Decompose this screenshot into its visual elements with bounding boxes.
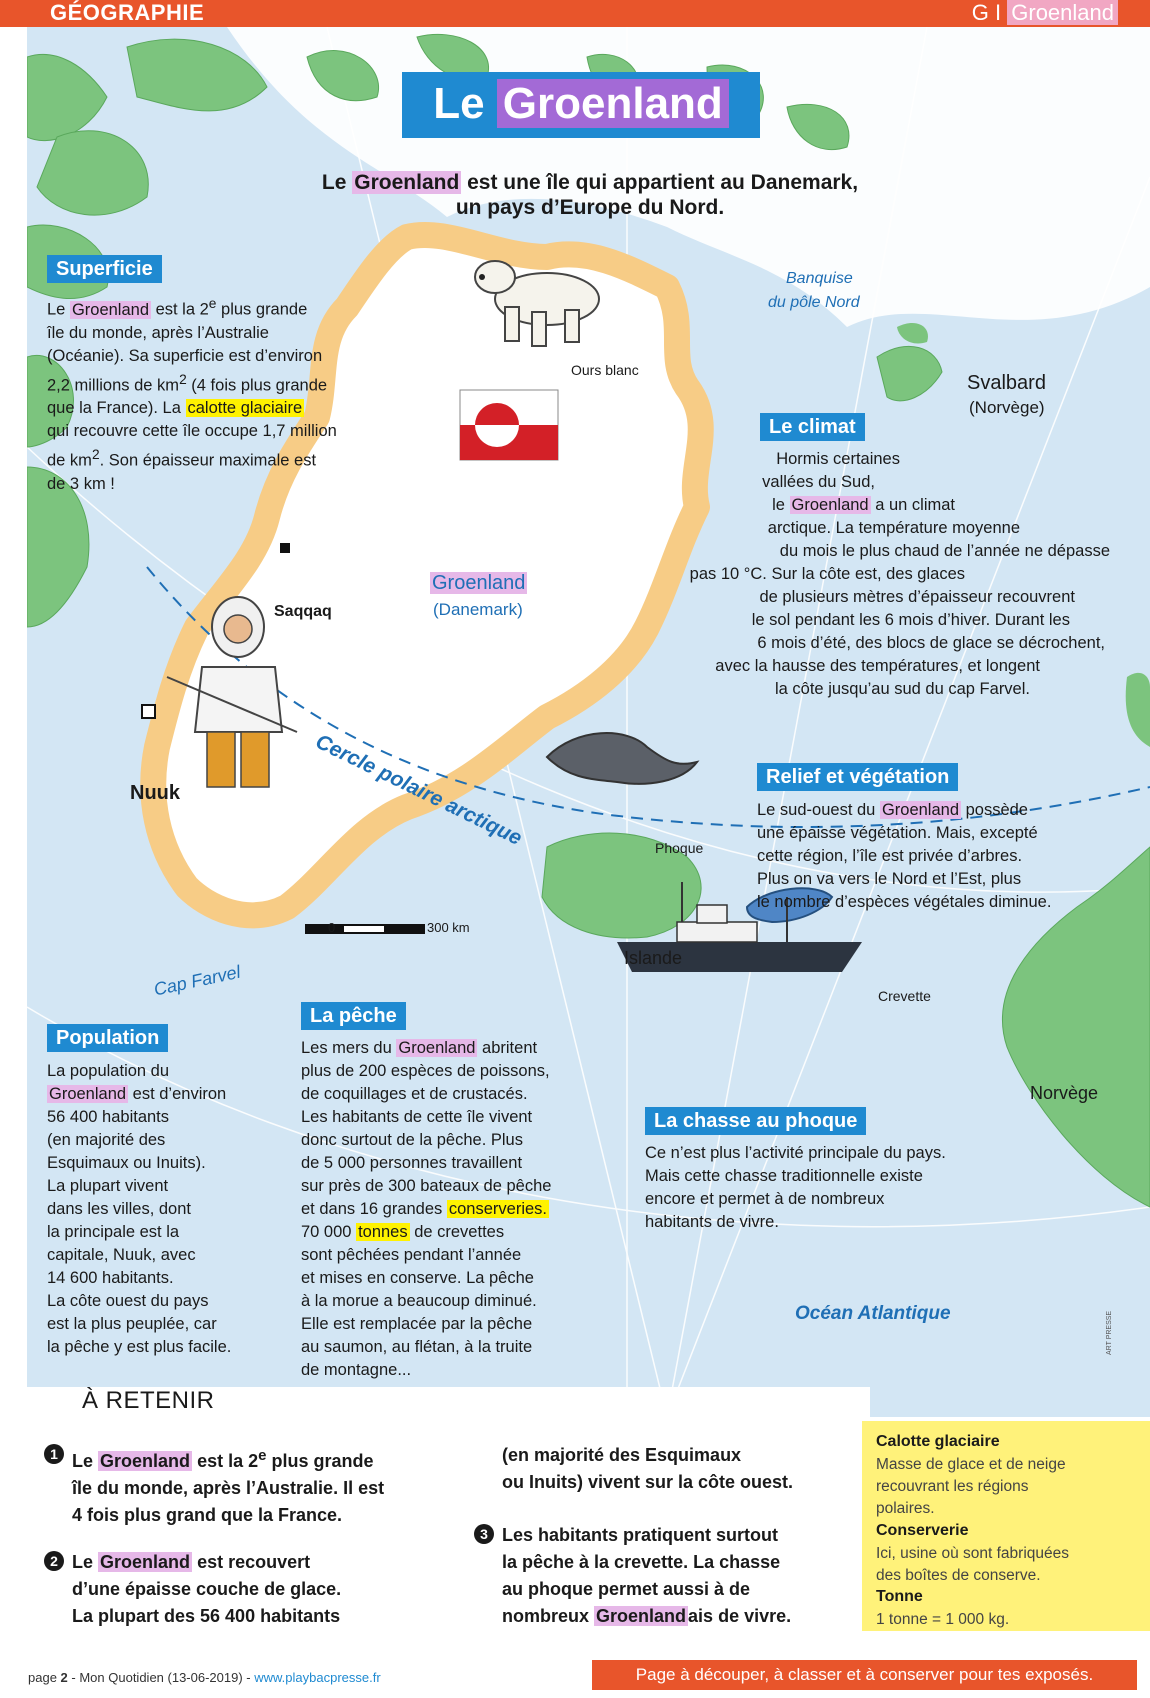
subtitle-highlight: Groenland — [354, 171, 460, 194]
breadcrumb-prefix: G I — [971, 0, 1002, 25]
glossary-def-1: Masse de glace et de neige recouvrant les régions polaires. — [876, 1456, 1066, 1517]
label-banquise: Banquise — [786, 270, 853, 287]
subtitle-line2: un pays d’Europe du Nord. — [455, 196, 725, 219]
footer-url[interactable]: www.playbacpresse.fr — [254, 1670, 381, 1685]
page-title-box — [402, 72, 760, 138]
scale-label-0: 0 — [328, 920, 336, 935]
retenir-panel — [0, 1387, 870, 1633]
retenir-point-1: 1 Le Groenland est la 2e plus grande île du monde, après l’Australie. Il est 4 fois plus grand que la France. — [72, 1442, 472, 1529]
breadcrumb — [972, 0, 1118, 26]
label-islande: Islande — [624, 948, 683, 968]
retenir-point-2: 2 Le Groenland est recouvert d’une épaisse couche de glace. La plupart des 56 400 habitants — [72, 1549, 472, 1630]
title-word: Groenland — [497, 79, 729, 128]
scale-label-300: 300 km — [427, 920, 470, 935]
label-cercle-polaire: Cercle polaire arctique — [311, 730, 526, 850]
footer-banner: Page à découper, à classer et à conserver pour tes exposés. — [592, 1660, 1137, 1690]
retenir-point-2-cont: (en majorité des Esquimaux ou Inuits) vivent sur la côte ouest. — [502, 1445, 794, 1492]
chasse-title: La chasse au phoque — [645, 1107, 866, 1135]
credit-label: ART PRESSE — [1106, 1310, 1113, 1355]
subtitle — [200, 170, 980, 220]
greenland-flag — [460, 390, 558, 460]
label-norvege: Norvège — [1030, 1083, 1099, 1103]
subtitle-part1: Le — [321, 171, 347, 194]
glossary-term-3: Tonne — [876, 1588, 923, 1605]
label-cap-farvel: Cap Farvel — [152, 961, 243, 1000]
climat-title: Le climat — [760, 413, 865, 441]
label-svalbard: Svalbard — [967, 372, 1046, 394]
superficie-text: Le Groenland est la 2e plus grande île du monde, après l’Australie (Océanie). Sa superficie est d’environ 2,2 millions de $km^2$ (4 fois plus grande que la France). La calotte glaciaire qui recouvre cette île occupe 1,7 million de $km^2$. Son épaisseur maximale est de 3 km ! — [47, 296, 337, 493]
label-nuuk: Nuuk — [130, 782, 180, 804]
climat-text: Hormis certaines vallées du Sud, le Groenland a un climat arctique. La température moyenne du mois le plus chaud de l’année ne dépasse pas 10 °C. Sur la côte est, des glaces de plusieurs mètres d’épaisseur recouvrent le sol pendant les 6 mois d’hiver. Durant les 6 mois d’été, des blocs de glace se décrochent, avec la hausse des températures, et longent la côte jusqu’au sud du cap Farvel. — [689, 450, 1110, 698]
superficie-title: Superficie — [47, 255, 162, 283]
glossary-box — [862, 1421, 1150, 1631]
footer — [0, 1640, 1150, 1698]
glossary-def-3: 1 tonne = 1 000 kg. — [876, 1611, 1010, 1628]
label-saqqaq: Saqqaq — [274, 603, 332, 620]
population-text: La population du Groenland est d’environ 56 400 habitants (en majorité des Esquimaux ou Inuits). La plupart vivent dans les villes, dont la principale est la capitale, Nuuk, avec 14 600 habitants. La côte ouest du pays est la plus peuplée, car la pêche y est plus facile. — [47, 1062, 232, 1356]
relief-title: Relief et végétation — [757, 763, 958, 791]
footer-info: page 2 - Mon Quotidien (13-06-2019) - www.playbacpresse.fr — [28, 1670, 381, 1685]
glossary-def-2: Ici, usine où sont fabriquées des boîtes de conserve. — [876, 1545, 1070, 1584]
subtitle-part2: est une île qui appartient au Danemark, — [467, 171, 859, 194]
label-phoque: Phoque — [655, 840, 704, 856]
population-title: Population — [47, 1024, 168, 1052]
glossary-term-2: Conserverie — [876, 1522, 969, 1539]
title-prefix: Le — [433, 79, 485, 128]
label-crevette: Crevette — [878, 988, 931, 1004]
label-groenland: Groenland — [432, 572, 526, 594]
chasse-text: Ce n’est plus l’activité principale du pays. Mais cette chasse traditionnelle existe encore et permet à de nombreux habitants de vivre. — [645, 1144, 946, 1231]
glossary-term-1: Calotte glaciaire — [876, 1433, 1000, 1450]
retenir-point-3: 3 Les habitants pratiquent surtout la pêche à la crevette. La chasse au phoque permet aussi à de nombreux Groenland ais de vivre. — [502, 1522, 862, 1630]
breadcrumb-topic: Groenland — [1007, 0, 1118, 25]
header-bar — [0, 0, 1150, 27]
label-ocean: Océan Atlantique — [795, 1303, 951, 1324]
nuuk-marker — [142, 705, 155, 718]
relief-text: Le sud-ouest du Groenland possède une épaisse végétation. Mais, excepté cette région, l’île est privée d’arbres. Plus on va vers le Nord et l’Est, plus le nombre d’espèces végétales diminue. — [757, 801, 1052, 911]
retenir-title: À RETENIR — [82, 1387, 215, 1414]
scale-bar — [306, 925, 424, 933]
section-title: GÉOGRAPHIE — [50, 0, 205, 25]
peche-title: La pêche — [301, 1002, 406, 1030]
saqqaq-marker — [280, 543, 290, 553]
label-svalbard-country: (Norvège) — [969, 398, 1045, 417]
peche-text: Les mers du Groenland abritent plus de 200 espèces de poissons, de coquillages et de crustacés. Les habitants de cette île vivent donc surtout de la pêche. Plus de 5 000 personnes travaillent sur près de 300 bateaux de pêche et dans 16 grandes conserveries. 70 000 tonnes de crevettes sont pêchées pendant l’année et mises en conserve. La pêche à la morue a beaucoup diminué. Elle est remplacée par la pêche au saumon, au flétan, à la truite de montagne... — [301, 1039, 552, 1379]
label-ours: Ours blanc — [571, 362, 639, 378]
page-title — [402, 78, 760, 130]
label-banquise-2: du pôle Nord — [768, 294, 860, 311]
label-danemark: (Danemark) — [433, 600, 523, 619]
